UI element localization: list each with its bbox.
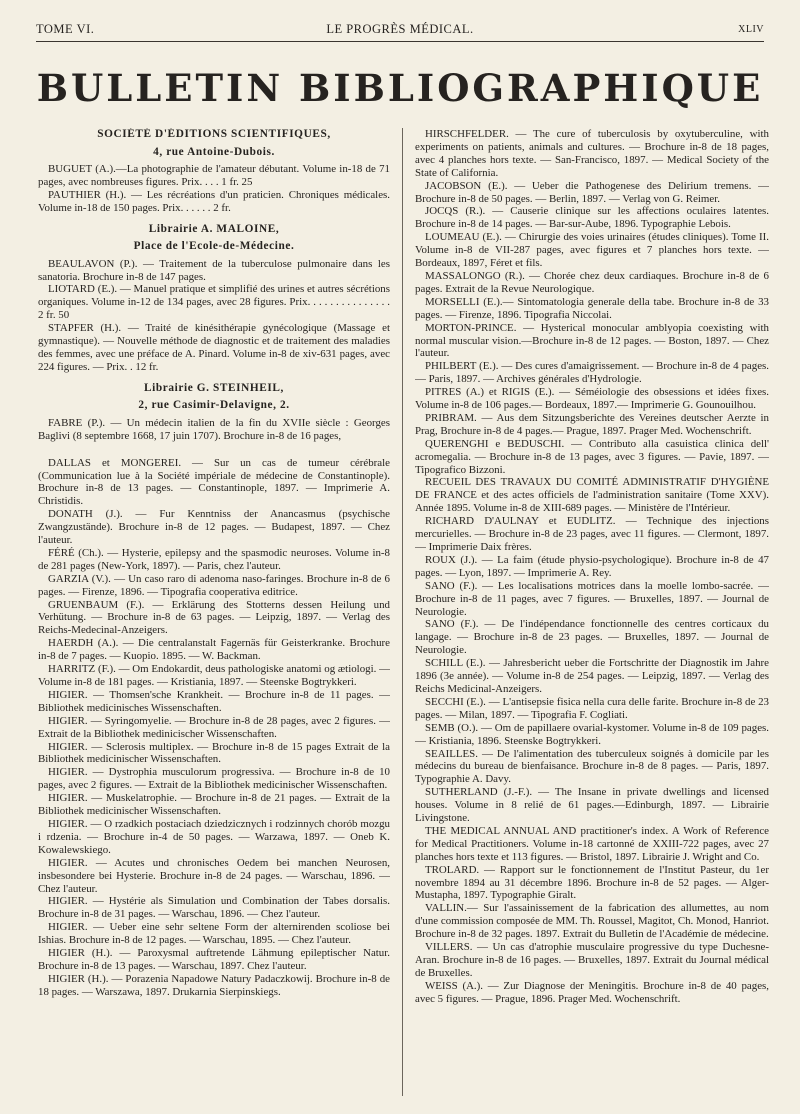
bibliography-entry: SANO (F.). — De l'indépendance fonctionnelle des centres corticaux du langage. — Brochure in-8 de 23 pages. — Bruxelles, 1897. — Journal de Neurologie. [415,618,769,657]
bibliography-entry: HIRSCHFELDER. — The cure of tuberculosis by oxytuberculine, with experiments on patients, animals and cultures. — Brochure in-8 de 18 pages, avec 4 planches hors texte. — San-Francisco, 1897. — Medical Society of the State of California. [415,128,769,179]
bibliography-entry: THE MEDICAL ANNUAL AND practitioner's index. A Work of Reference for Medical Practitioners. Volume in-18 cartonné de XXIII-722 pages, avec 27 planches hors texte et 113 figures. — Bristol, 1897. Librairie J. Wright and Co. [415,824,769,863]
bibliography-entry: HIGIER. — Hystérie als Simulation und Combination der Tabes dorsalis. Brochure in-8 de 31 pages. — Warschau, 1896. — Chez l'auteur. [38,895,390,921]
bibliography-entry: BUGUET (A.).—La photographie de l'amateur débutant. Volume in-18 de 71 pages, avec nombreuses figures. Prix. . . . 1 fr. 25 [38,163,390,188]
bibliography-entry: SEMB (O.). — Om de papillaere ovarial-kystomer. Volume in-8 de 109 pages. — Kristiania, 1896. Steenske Bogtrykkeri. [415,721,769,747]
journal-title: LE PROGRÈS MÉDICAL. [326,22,474,36]
bibliography-entry: QUERENGHI e BEDUSCHI. — Contributo alla casuistica clinica dell' acromegalia. — Brochure in-8 de 13 pages, avec 3 figures. — Pavie, 1897. — Tipografico Bizzoni. [415,437,769,476]
running-header [36,22,764,42]
right-column [415,128,769,1098]
bibliography-entry: HIGIER (H.). — Porazenia Napadowe Natury Padaczkowij. Brochure in-8 de 18 pages. — Warszawa, 1897. Drukarnia Sierpinskiegs. [38,972,390,998]
bibliography-entry: SANO (F.). — Les localisations motrices dans la moelle lombo-sacrée. — Brochure in-8 de 11 pages, avec 7 figures. — Bruxelles, 1897. — Journal de Neurologie. [415,579,769,618]
bibliography-entry: SEAILLES. — De l'alimentation des tuberculeux soignés à domicile par les médecins du bureau de bienfaisance. Brochure in-8 de 8 pages. — Paris, 1897. Typographie A. Davy. [415,747,769,786]
bibliography-entry: RECUEIL DES TRAVAUX DU COMITÉ ADMINISTRATIF D'HYGIÈNE DE FRANCE et des actes officiels de l'administration sanitaire (Tome XXV). Année 1895. Volume in-8 de XIII-689 pages. — Ministère de l'Intérieur. [415,476,769,515]
publisher-address: Place de l'Ecole-de-Médecine. [133,240,295,253]
publisher-heading: Librairie G. STEINHEIL, [144,381,284,394]
column-divider [402,128,403,1096]
bibliography-entry: WEISS (A.). — Zur Diagnose der Meningitis. Brochure in-8 de 40 pages, avec 5 figures. — Prague, 1896. Prager Med. Wochenschrift. [415,979,769,1005]
publisher-address: 2, rue Casimir-Delavigne, 2. [138,399,290,412]
bibliography-entry: HIGIER. — Ueber eine sehr seltene Form der alternirenden scoliose bei Ishias. Brochure in-8 de 12 pages. — Warschau, 1895. — Chez l'auteur. [38,921,390,947]
bibliography-entry: STAPFER (H.). — Traité de kinésithérapie gynécologique (Massage et gymnastique). — Nouvelle méthode de diagnostic et de traitement des maladies des femmes, avec une préface de A. Pinard. Volume in-8 de xiv-631 pages, avec 224 figures. — Prix. . 12 fr. [38,322,390,373]
left-column [38,128,390,1098]
bibliography-entry: LOUMEAU (E.). — Chirurgie des voies urinaires (études cliniques). Tome II. Volume in-8 de VII-287 pages, avec figures et 7 planches hors texte. — Bordeaux, 1897, Féret et fils. [415,231,769,270]
bibliography-entry: HIGIER. — Sclerosis multiplex. — Brochure in-8 de 15 pages Extrait de la Bibliothek medicinischer Wissenschaften. [38,740,390,766]
bibliography-entry: FABRE (P.). — Un médecin italien de la fin du XVIIe siècle : Georges Baglivi (8 septembre 1668, 17 juin 1707). Brochure in-8 de 16 pages, [38,416,390,442]
bibliography-entry: HARRITZ (F.). — Om Endokardit, deus pathologiske anatomi og ætiologi. — Volume in-8 de 181 pages. — Kristiania, 1897. — Steenske Bogtrykkeri. [38,663,390,688]
bibliography-entry: DALLAS et MONGEREI. — Sur un cas de tumeur cérébrale (Communication lue à la Société impériale de médecine de Constantinople). Brochure in-8 de 13 pages. — Constantinople, 1897. — Imprimerie A. Christidis. [38,456,390,508]
bibliography-entry: PITRES (A.) et RIGIS (E.). — Séméiologie des obsessions et idées fixes. Volume in-8 de 106 pages.— Bordeaux, 1897.— Imprimerie G. Gounouilhou. [415,386,769,412]
bibliography-entry: HAERDH (A.). — Die centralanstalt Fagernäs für Geisterkranke. Brochure in-8 de 7 pages. — Kuopio. 1895. — W. Backman. [38,637,390,663]
bibliography-entry: GARZIA (V.). — Un caso raro di adenoma naso-faringes. Brochure in-8 de 6 pages. — Firenze, 1896. — Tipografia cooperativa editrice. [38,572,390,598]
bibliography-entry: HIGIER. — Thomsen'sche Krankheit. — Brochure in-8 de 11 pages. — Bibliothek medicinisches Wissenschaften. [38,688,390,714]
bibliography-entry: TROLARD. — Rapport sur le fonctionnement de l'Institut Pasteur, du 1er novembre 1894 au 31 décembre 1896. Brochure in-8 de 52 pages. — Alger-Mustapha, 1897. Typographie Giralt. [415,863,769,902]
bibliography-entry: JOCQS (R.). — Causerie clinique sur les affections oculaires latentes. Brochure in-8 de 14 pages. — Bar-sur-Aube, 1896. Typographie Lebois. [415,205,769,231]
publisher-address: 4, rue Antoine-Dubois. [153,145,275,158]
bibliography-entry: SCHILL (E.). — Jahresbericht ueber die Fortschritte der Diagnostik im Jahre 1896 (3e année). — Volume in-8 de 254 pages. — Leipzig, 1897. — Verlag des Reichs Medicinal-Anzeigers. [415,657,769,695]
bibliography-entry: HIGIER. — Syringomyelie. — Brochure in-8 de 28 pages, avec 2 figures. — Extrait de la Bibliothek medinicischer Wissenschaften. [38,714,390,740]
volume-label: TOME VI. [36,22,95,36]
page-title: BULLETIN BIBLIOGRAPHIQUE [36,66,764,110]
publisher-heading: SOCIÉTÉ D'ÉDITIONS SCIENTIFIQUES, [97,128,331,140]
bibliography-entry: PRIBRAM. — Aus dem Sitzungsberichte des Vereines deutscher Aerzte in Prag, Brochure in-8 de 4 pages.— Prague, 1897. Prager Med. Wochenschrift. [415,411,769,437]
bibliography-entry: HIGIER. — Dystrophia musculorum progressiva. — Brochure in-8 de 10 pages, avec 2 figures. — Extrait de la Bibliothek medicinischer Wissenschaften. [38,766,390,792]
bibliography-entry: PHILBERT (E.). — Des cures d'amaigrissement. — Brochure in-8 de 4 pages. — Paris, 1897. — Archives générales d'Hydrologie. [415,360,769,386]
bibliography-entry: SUTHERLAND (J.-F.). — The Insane in private dwellings and licensed houses. Volume in 8 relié de 61 pages.—Edinburgh, 1897. — Librairie Livingstone. [415,786,769,825]
bibliography-entry: ROUX (J.). — La faim (étude physio-psychologique). Brochure in-8 de 47 pages. — Lyon, 1897. — Imprimerie A. Rey. [415,553,769,579]
bibliography-entry: MASSALONGO (R.). — Chorée chez deux cardiaques. Brochure in-8 de 6 pages. Extrait de la Revue Neurologique. [415,269,769,295]
bibliography-entry: GRUENBAUM (F.). — Erklärung des Stotterns dessen Heilung und Verhütung. — Brochure in-8 de 63 pages. — Leipzig, 1897. — Verlag des Reichs-Medecinal-Anzeigers. [38,598,390,637]
bibliography-entry: DONATH (J.). — Fur Kenntniss der Anancasmus (psychische Zwangzustände). Brochure in-8 de 12 pages. — Budapest, 1897. — Chez l'auteur. [38,508,390,547]
bibliography-entry: RICHARD D'AULNAY et EUDLITZ. — Technique des injections mercurielles. — Brochure in-8 de 23 pages, avec 11 figures. — Clermont, 1897. — Imprimerie Daix frères. [415,515,769,553]
bibliography-entry: MORSELLI (E.).— Sintomatologia generale della tabe. Brochure in-8 de 33 pages. — Firenze, 1896. Tipografia Niccolai. [415,295,769,321]
bibliography-entry: HIGIER (H.). — Paroxysmal auftretende Lähmung epileptischer Natur. Brochure in-8 de 13 pages. — Warschau, 1897. Chez l'auteur. [38,947,390,972]
bibliography-entry: HIGIER. — O rzadkich postaciach dziedzicznych i rodzinnych chorób mozgu i rdzenia. — Brochure in-4 de 50 pages. — Warzawa, 1897. — Oneb K. Kowalewskiego. [38,817,390,856]
bibliography-entry: JACOBSON (E.). — Ueber die Pathogenese des Delirium tremens. — Brochure in-8 de 50 pages. — Berlin, 1897. — Verlag von G. Reimer. [415,179,769,205]
spacer [38,443,390,457]
bibliography-entry: PAUTHIER (H.). — Les récréations d'un praticien. Chroniques médicales. Volume in-18 de 150 pages. Prix. . . . . . 2 fr. [38,188,390,214]
bibliography-entry: HIGIER. — Acutes und chronisches Oedem bei manchen Neurosen, insbesondere bei Hysterie. Brochure in-8 de 24 pages. — Warschau, 1896. — Chez l'auteur. [38,856,390,895]
bibliography-entry: BEAULAVON (P.). — Traitement de la tuberculose pulmonaire dans les sanatoria. Brochure in-8 de 147 pages. [38,257,390,283]
bibliography-entry: LIOTARD (E.). — Manuel pratique et simplifié des urines et autres sécrétions organiques. Volume in-12 de 134 pages, avec 28 figures. Prix. . . . . . . . . . . . . . . 2 fr. 50 [38,283,390,322]
bibliography-entry: HIGIER. — Muskelatrophie. — Brochure in-8 de 21 pages. — Extrait de la Bibliothek medicinischer Wissenschaften. [38,792,390,818]
bibliography-entry: VILLERS. — Un cas d'atrophie musculaire progressive du type Duchesne-Aran. Brochure in-8 de 16 pages. — Bruxelles, 1897. Extrait du Journal médical de Bruxelles. [415,941,769,979]
page-number: XLIV [738,24,764,35]
bibliography-entry: MORTON-PRINCE. — Hysterical monocular amblyopia coexisting with normal muscular vision.—Brochure in-8 de 12 pages. — Boston, 1897. — Chez l'auteur. [415,321,769,360]
bibliography-entry: SECCHI (E.). — L'antisepsie fisica nella cura delle farite. Brochure in-8 de 23 pages. — Milan, 1897. — Tipografia F. Cogliati. [415,695,769,721]
bibliography-entry: VALLIN.— Sur l'assainissement de la fabrication des allumettes, au nom d'une commission composée de MM. Th. Roussel, Magitot, Ch. Monod, Hanriot. Brochure in-8 de 32 pages. 1897. Extrait du Bulletin de l'Académie de médecine. [415,902,769,941]
bibliography-entry: FÉRÉ (Ch.). — Hysterie, epilepsy and the spasmodic neuroses. Volume in-8 de 281 pages (New-York, 1897). — Paris, chez l'auteur. [38,546,390,572]
publisher-heading: Librairie A. MALOINE, [148,222,280,235]
header-rule [36,41,764,42]
